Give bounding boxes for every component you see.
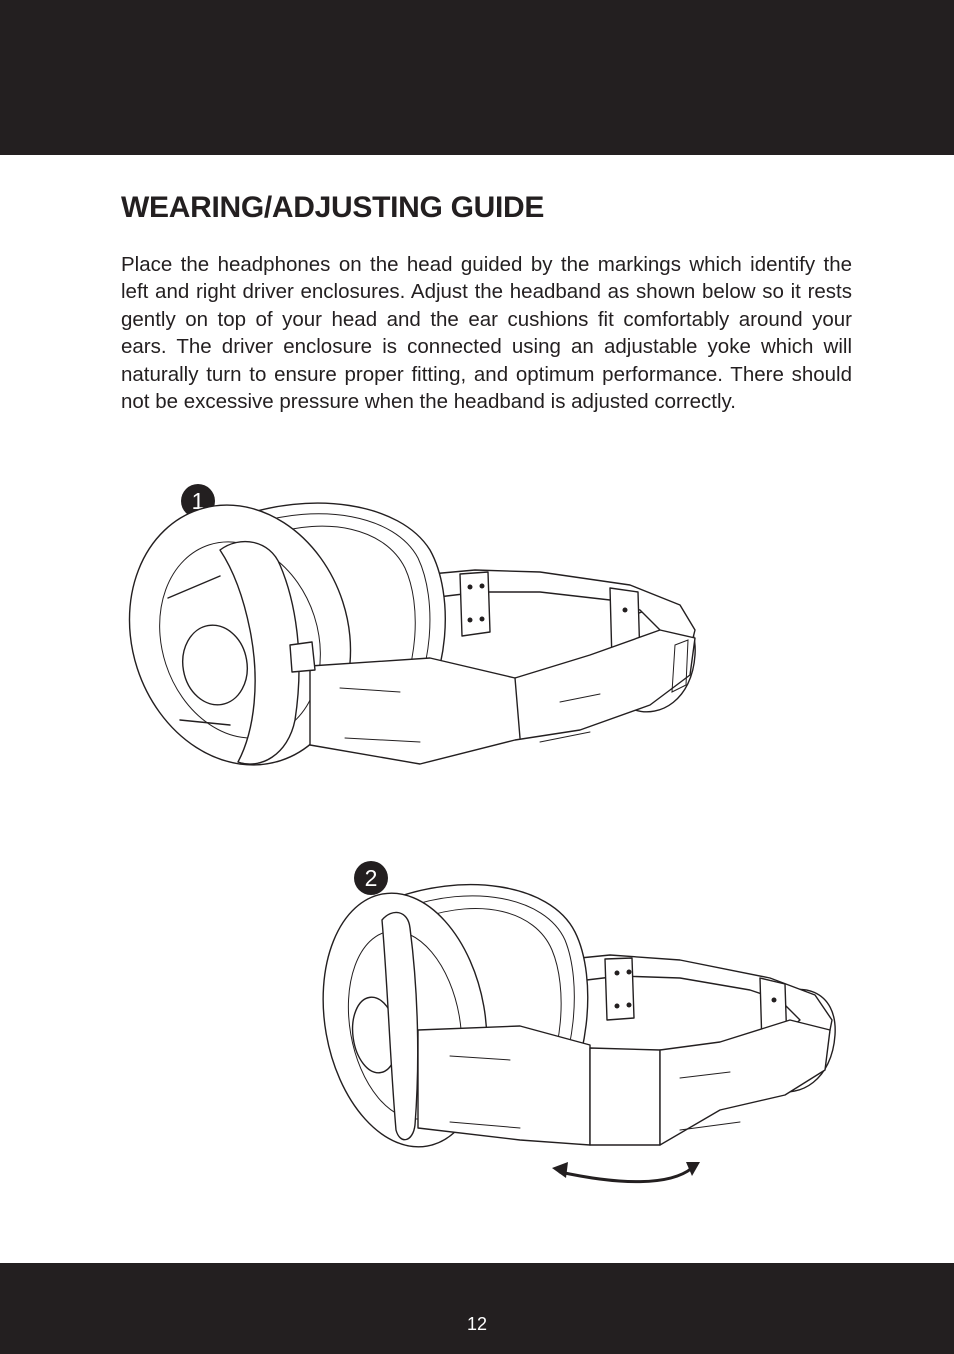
instructions-paragraph: Place the headphones on the head guided by the markings which identify the left and right driver enclosures. Adjust the headband as shown below so it rests gently on top of your head and the ear cushions fit comfortably around your ears. The driver enclosure is connected using an adjustable yoke which will naturally turn to ensure proper fitting, and optimum performance. There should not be excessive pressure when the headband is adjusted correctly. (121, 253, 852, 414)
footer-band (0, 1263, 954, 1354)
headphones-illustration-1 (120, 480, 710, 780)
page-title: WEARING/ADJUSTING GUIDE (121, 191, 545, 224)
header-band (0, 0, 954, 155)
step-2-badge: 2 (354, 861, 388, 895)
step-1-badge: 1 (181, 484, 215, 518)
page-number: 12 (466, 1314, 488, 1334)
headphones-illustration-2 (320, 860, 850, 1190)
